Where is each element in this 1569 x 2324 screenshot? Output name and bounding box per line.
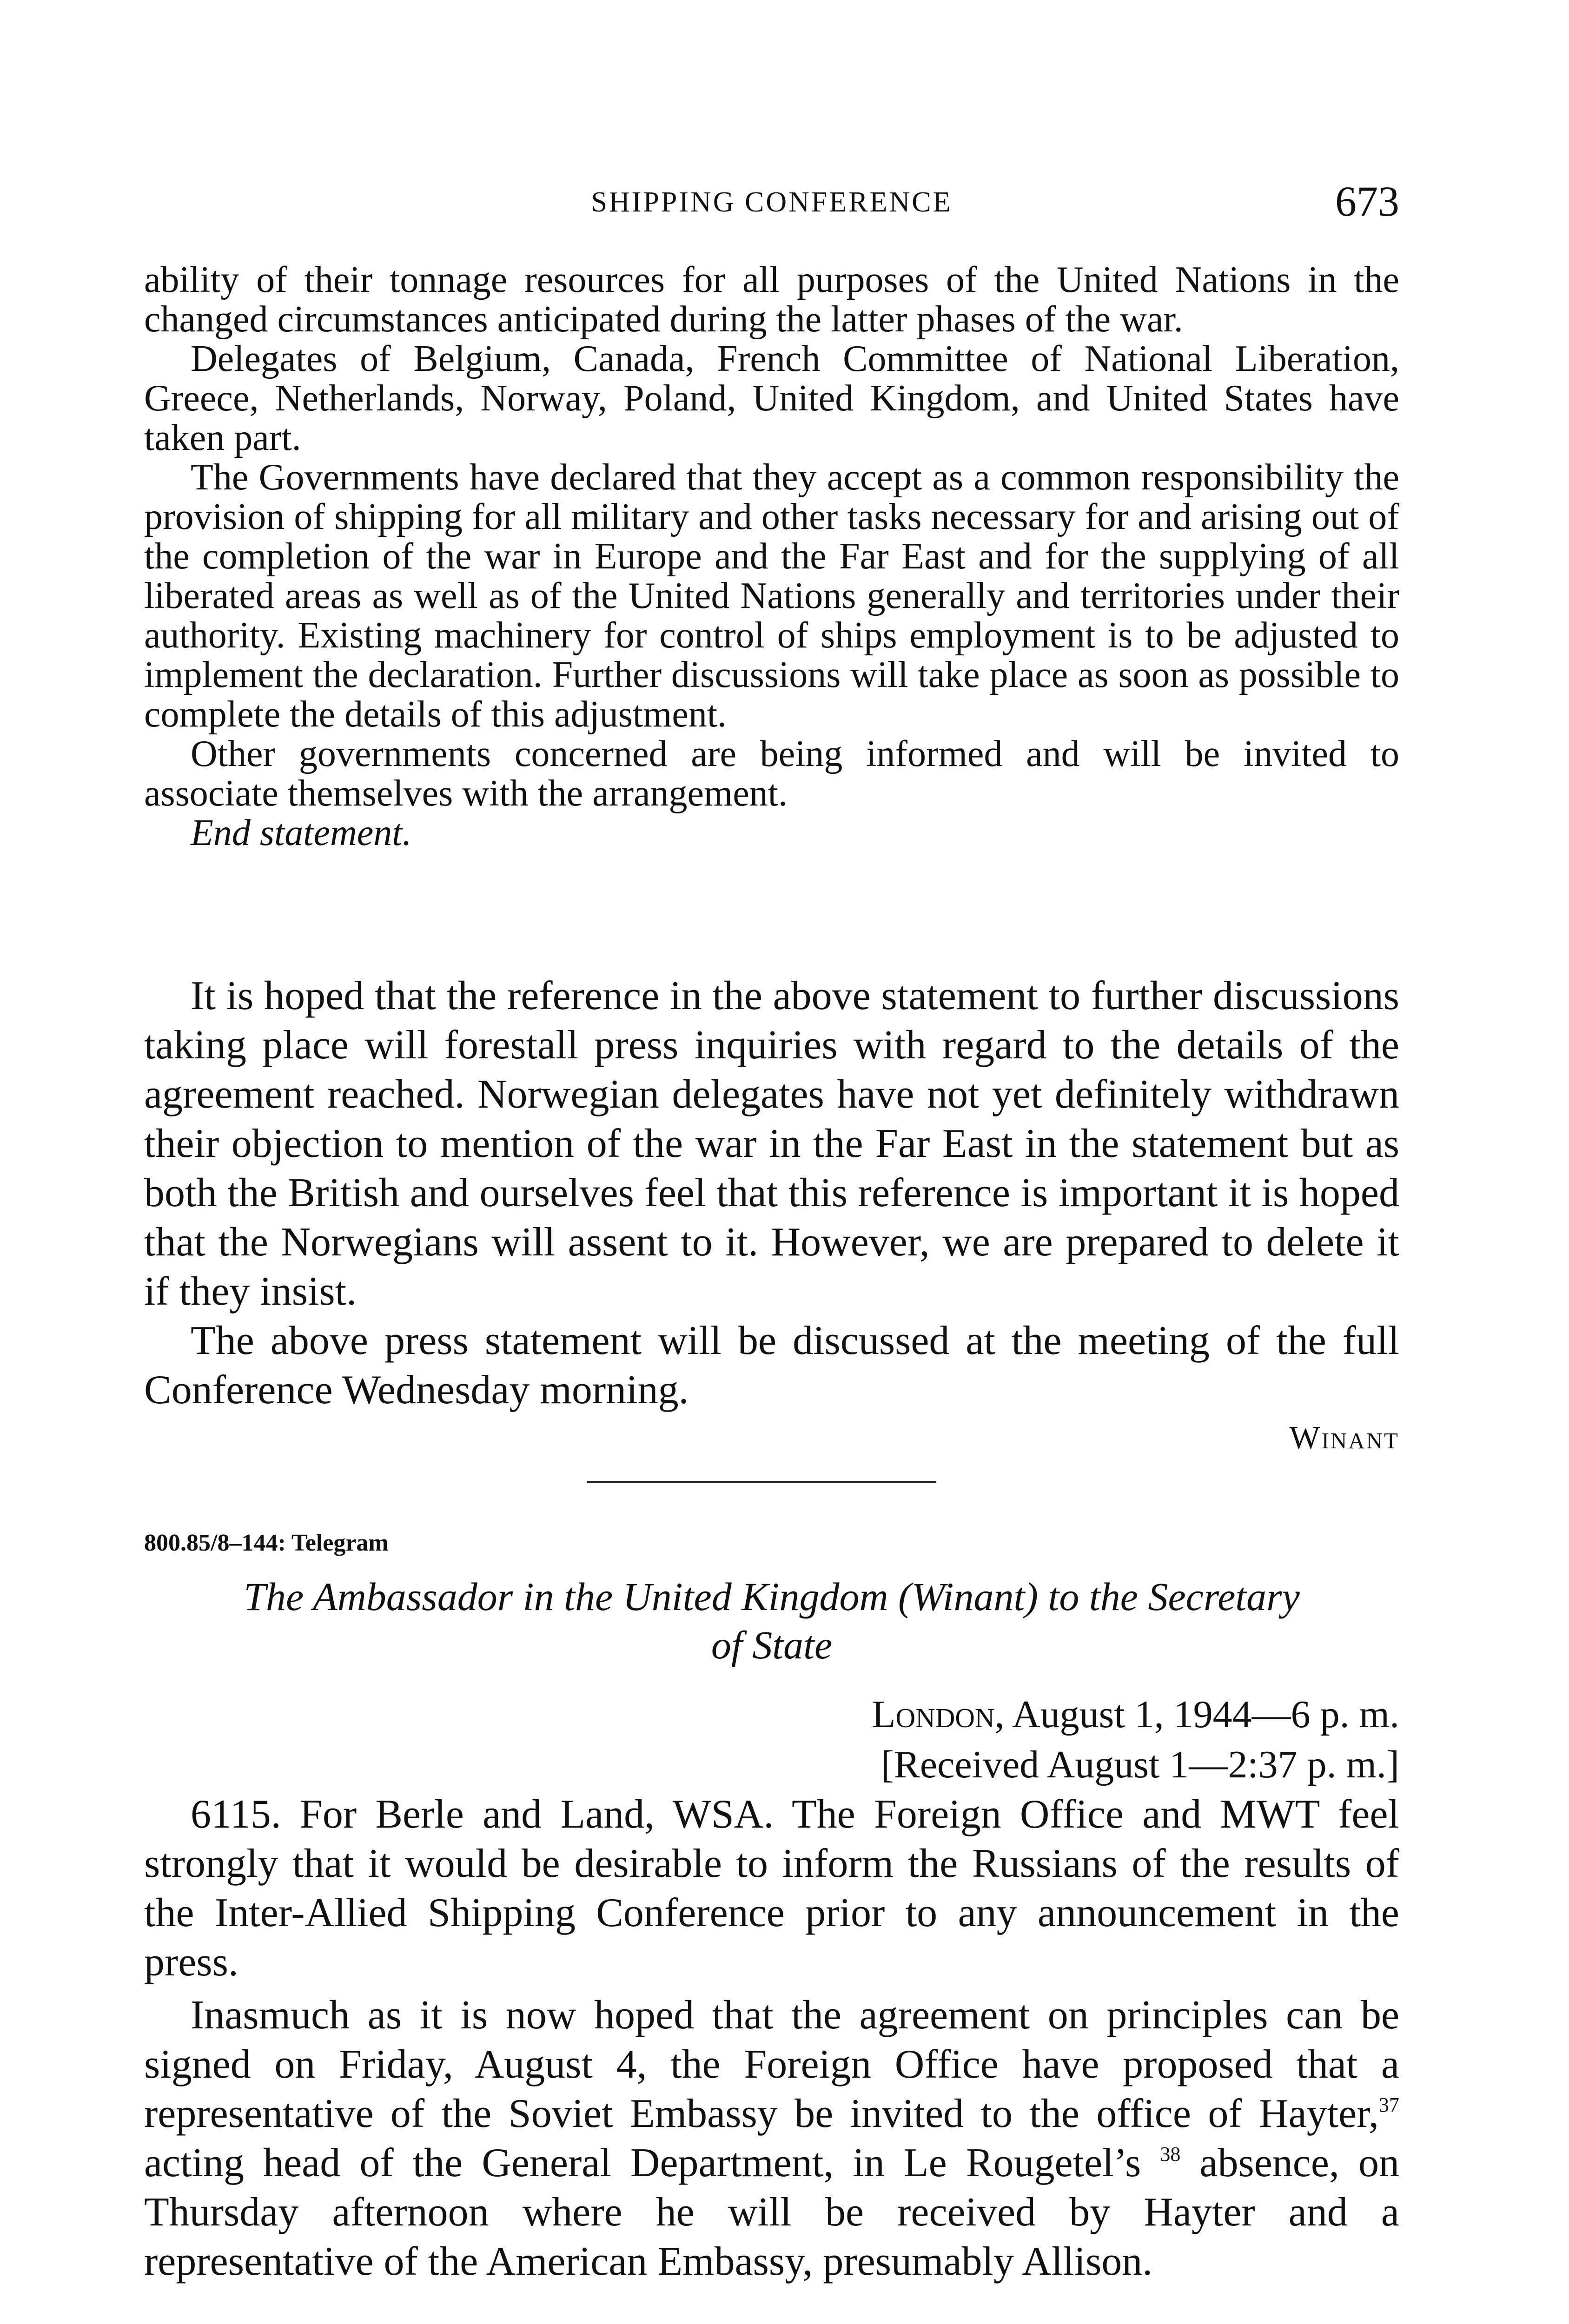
- paragraph-text: Inasmuch as it is now hoped that the agreement on principles can be signed on Friday, August 4, the Foreign Office have proposed that a representative of the Soviet Embassy be invited to the office of Hayter,: [144, 1993, 1399, 2136]
- received-line: [Received August 1—2:37 p. m.]: [880, 1743, 1399, 1786]
- document-title: [144, 1572, 1399, 1669]
- statement-paragraph: Other governments concerned are being informed and will be invited to associate themselves with the arrangement.: [144, 733, 1399, 814]
- commentary: [144, 971, 1399, 1457]
- footnote-ref-38: 38: [1160, 2143, 1181, 2166]
- running-title: SHIPPING CONFERENCE: [591, 186, 953, 218]
- press-statement: [144, 260, 1399, 853]
- sent-line: [144, 1690, 1399, 1740]
- date: August 1, 1944—6 p. m.: [1012, 1693, 1399, 1736]
- footnote-ref-37: 37: [1379, 2093, 1399, 2116]
- title-line: of State: [711, 1623, 833, 1667]
- body-paragraph: The above press statement will be discussed at the meeting of the full Conference Wednesday morning.: [144, 1318, 1399, 1413]
- statement-paragraph: Delegates of Belgium, Canada, French Committee of National Liberation, Greece, Netherlands, Norway, Poland, United Kingdom, and United States have taken part.: [144, 338, 1399, 458]
- file-number: 800.85/8–144: Telegram: [144, 1530, 389, 1556]
- title-line: The Ambassador in the United Kingdom (Winant) to the Secretary: [244, 1574, 1300, 1619]
- paragraph-text: absence, on Thursday afternoon where he will be received by Hayter and a representative of the American Embassy, presumably Allison.: [144, 2140, 1399, 2284]
- body-paragraph: It is hoped that the reference in the above statement to further discussions taking place will forestall press inquiries with regard to the details of the agreement reached. Norwegian delegates have not yet definitely withdrawn their objection to mention of the war in the Far East in the statement but as both the British and ourselves feel that this reference is important it is hoped that the Norwegians will assent to it. However, we are prepared to delete it if they insist.: [144, 973, 1399, 1314]
- page-header: [144, 177, 1399, 232]
- place: London,: [872, 1693, 1005, 1736]
- signature: Winant: [1289, 1420, 1399, 1456]
- end-statement: End statement.: [191, 812, 412, 853]
- telegram-section: [144, 1529, 1399, 2286]
- statement-paragraph: ability of their tonnage resources for all purposes of the United Nations in the changed circumstances anticipated during the latter phases of the war.: [144, 259, 1399, 340]
- dateline: [144, 1690, 1399, 1790]
- telegram-paragraph: [144, 1991, 1399, 2286]
- paragraph-text: acting head of the General Department, in Le Rougetel’s: [144, 2140, 1160, 2185]
- section-divider: [587, 1481, 936, 1483]
- telegram-paragraph: 6115. For Berle and Land, WSA. The Foreign Office and MWT feel strongly that it would be desirable to inform the Russians of the results of the Inter-Allied Shipping Conference prior to any announcement in the press.: [144, 1792, 1399, 1985]
- statement-paragraph: The Governments have declared that they accept as a common responsibility the provision of shipping for all military and other tasks necessary for and arising out of the completion of the war in Europe and the Far East and for the supplying of all liberated areas as well as of the United Nations generally and territories under their authority. Existing machinery for control of ships employment is to be adjusted to implement the declaration. Further discussions will take place as soon as possible to complete the details of this adjustment.: [144, 457, 1399, 735]
- page-number: 673: [1335, 178, 1399, 225]
